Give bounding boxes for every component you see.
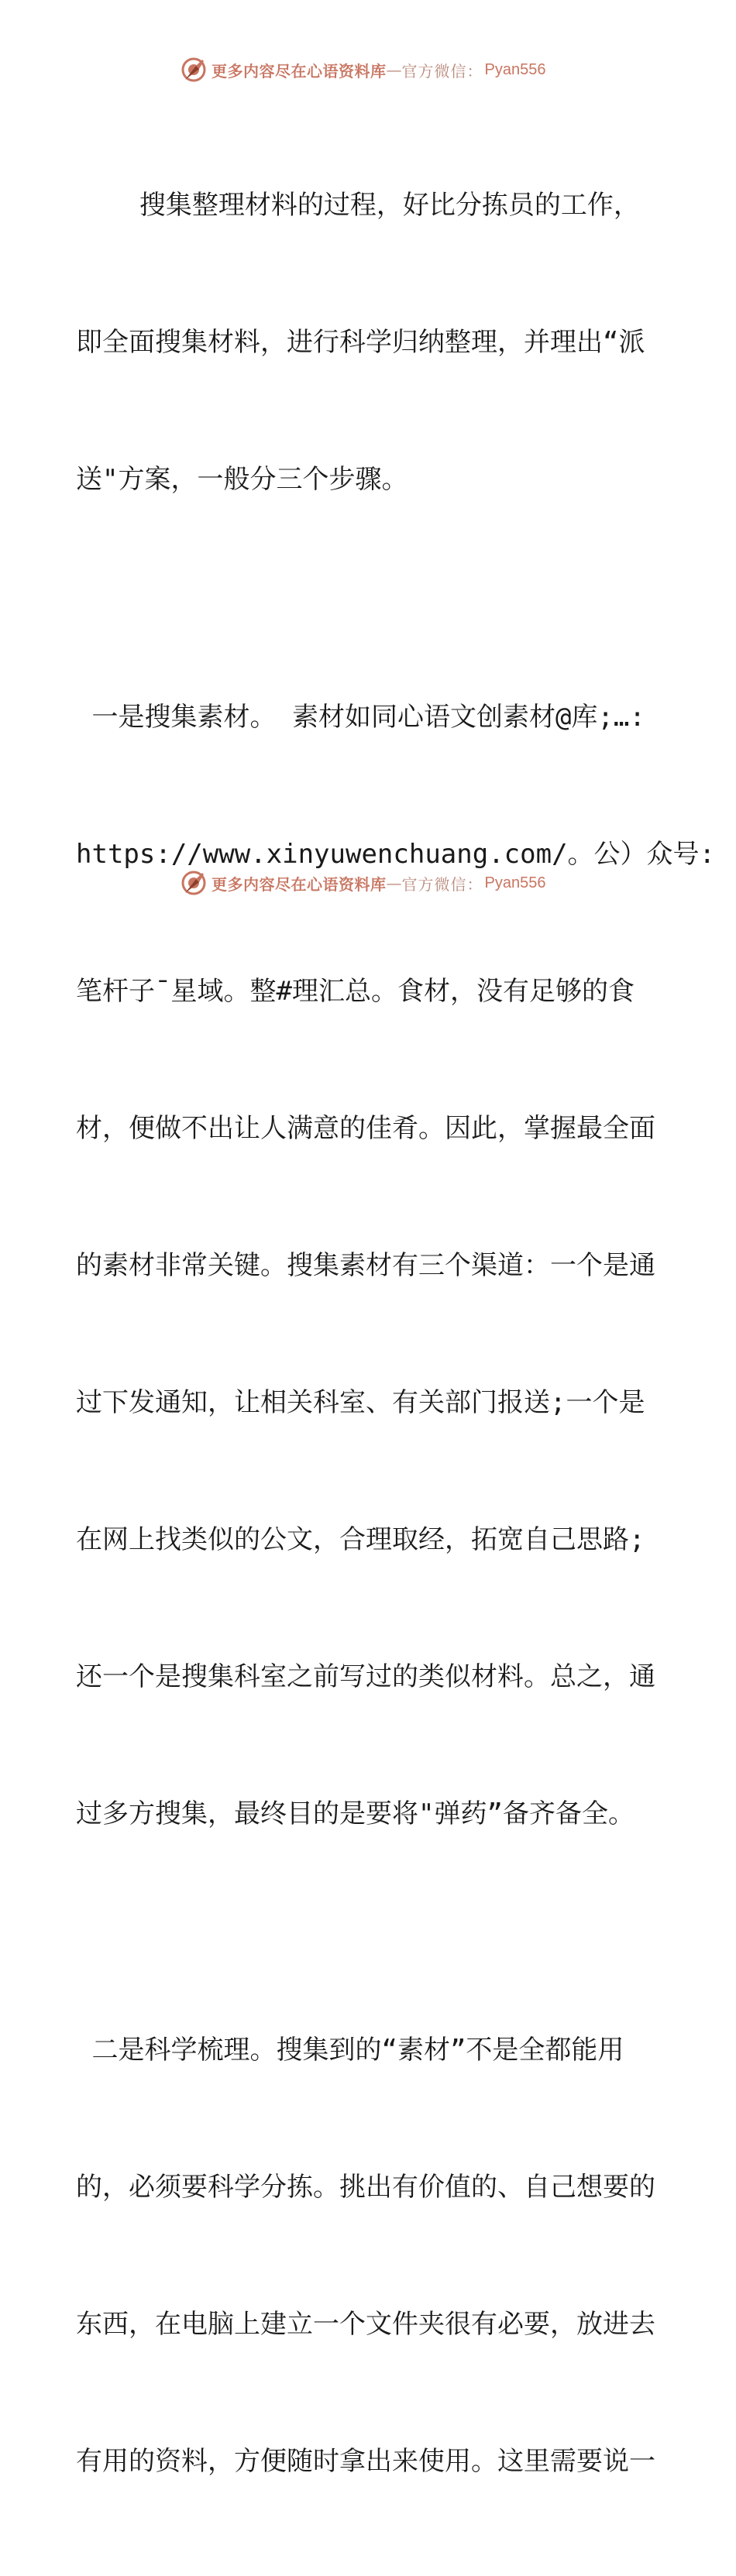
text-line: 送"方案，一般分三个步骤。 — [76, 464, 408, 495]
text-line: 在网上找类似的公文，合理取经，拓宽自己思路; — [76, 1524, 645, 1555]
footer-wechat-id: Pyan556 — [484, 874, 546, 891]
header-wechat-label: 官方微信： — [401, 61, 483, 81]
footer-dash: — — [386, 874, 402, 892]
text-line: 有用的资料，方便随时拿出来使用。这里需要说一 — [76, 2446, 655, 2477]
footer-banner — [181, 869, 545, 897]
footer-library-text: 更多内容尽在心语资料库 — [212, 874, 387, 894]
paragraph-step-one — [76, 603, 716, 1929]
text-line: 还一个是搜集科室之前写过的类似材料。总之，通 — [76, 1661, 655, 1692]
paragraph-intro — [76, 91, 665, 594]
text-line: 笔杆子¯星域。整#理汇总。食材，没有足够的食 — [76, 976, 635, 1007]
text-line: 过多方搜集，最终目的是要将"弹药”备齐备全。 — [76, 1798, 635, 1829]
footer-wechat-label: 官方微信： — [401, 874, 483, 894]
header-dash: — — [386, 60, 402, 79]
header-library-text: 更多内容尽在心语资料库 — [212, 61, 387, 81]
text-line: 的素材非常关键。搜集素材有三个渠道：一个是通 — [76, 1250, 655, 1281]
header-banner — [181, 56, 545, 84]
text-line: 即全面搜集材料，进行科学归纳整理，并理出“派 — [76, 327, 645, 358]
text-line: 的，必须要科学分拣。挑出有价值的、自己想要的 — [76, 2172, 655, 2203]
paragraph-step-two — [76, 1936, 665, 2576]
text-line: 搜集整理材料的过程，好比分拣员的工作， — [76, 190, 640, 221]
document-body — [76, 91, 716, 2576]
pen-logo-icon — [181, 57, 207, 83]
text-line: 材，便做不出让人满意的佳肴。因此，掌握最全面 — [76, 1113, 655, 1144]
text-line: https://www.xinyuwenchuang.com/。公）众号: — [76, 839, 716, 870]
pen-logo-icon — [181, 870, 207, 896]
text-line: 一是搜集素材。 素材如同心语文创素材@库;…: — [76, 702, 645, 733]
text-line: 二是科学梳理。搜集到的“素材”不是全都能用 — [76, 2035, 624, 2066]
text-line: 过下发通知，让相关科室、有关部门报送;一个是 — [76, 1387, 645, 1418]
text-line: 东西，在电脑上建立一个文件夹很有必要，放进去 — [76, 2309, 655, 2340]
header-wechat-id: Pyan556 — [484, 60, 546, 78]
